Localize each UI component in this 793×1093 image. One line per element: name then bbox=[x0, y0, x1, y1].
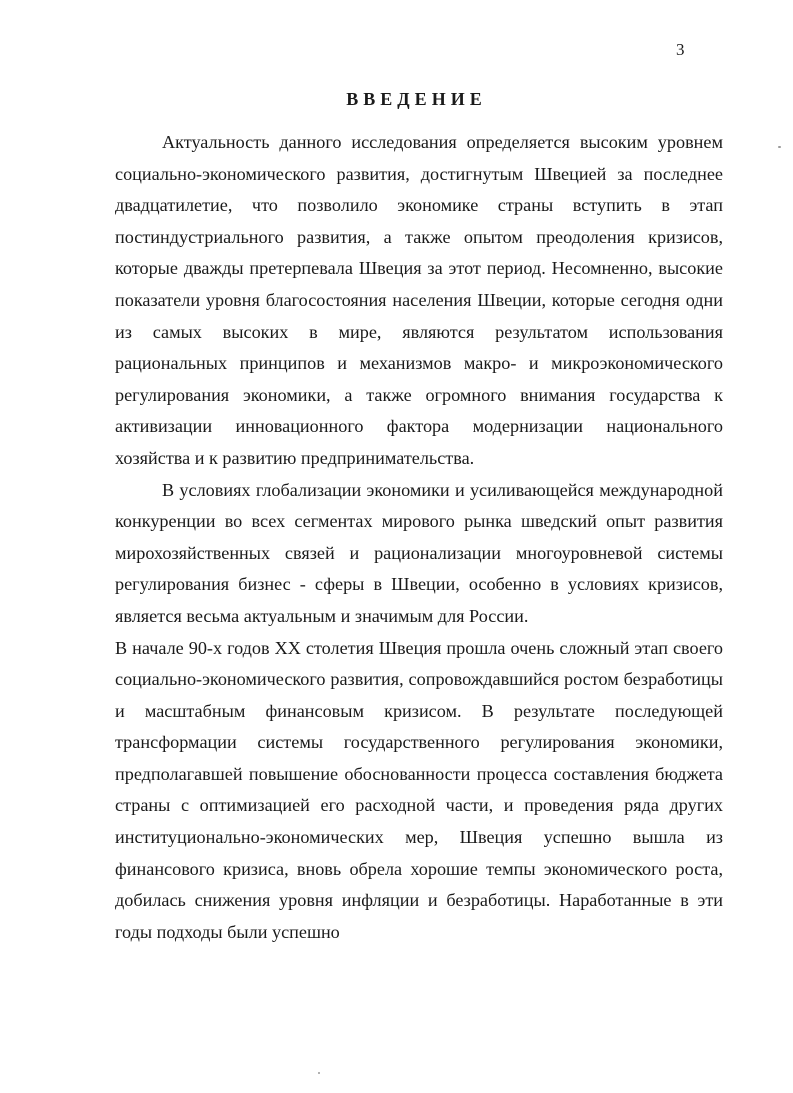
body-text bbox=[115, 127, 723, 948]
page-title: ВВЕДЕНИЕ bbox=[346, 89, 487, 109]
scan-speck bbox=[318, 1072, 320, 1074]
page-number: 3 bbox=[676, 40, 685, 59]
paragraph: В начале 90-х годов XX столетия Швеция прошла очень сложный этап своего социально-экономического развития, сопровождавшийся ростом безработицы и масштабным финансовым кризисом. В результате последующей трансформации системы государственного регулирования экономики, предполагавшей повышение обоснованности процесса составления бюджета страны с оптимизацией его расходной части, и проведения ряда других институционально-экономических мер, Швеция успешно вышла из финансового кризиса, вновь обрела хорошие темпы экономического роста, добилась снижения уровня инфляции и безработицы. Наработанные в эти годы подходы были успешно bbox=[115, 637, 723, 942]
paragraph: Актуальность данного исследования определяется высоким уровнем социально-экономического развития, достигнутым Швецией за последнее двадцатилетие, что позволило экономике страны вступить в этап постиндустриального развития, а также опытом преодоления кризисов, которые дважды претерпевала Швеция за этот период. Несомненно, высокие показатели уровня благосостояния населения Швеции, которые сегодня одни из самых высоких в мире, являются результатом использования рациональных принципов и механизмов макро- и микроэкономического регулирования экономики, а также огромного внимания государства к активизации инновационного фактора модернизации национального хозяйства и к развитию предпринимательства. bbox=[115, 132, 723, 468]
scan-speck bbox=[778, 146, 781, 148]
paragraph: В условиях глобализации экономики и усиливающейся международной конкуренции во всех сегментах мирового рынка шведский опыт развития мирохозяйственных связей и рационализации многоуровневой системы регулирования бизнес - сферы в Швеции, особенно в условиях кризисов, является весьма актуальным и значимым для России. bbox=[115, 479, 723, 626]
